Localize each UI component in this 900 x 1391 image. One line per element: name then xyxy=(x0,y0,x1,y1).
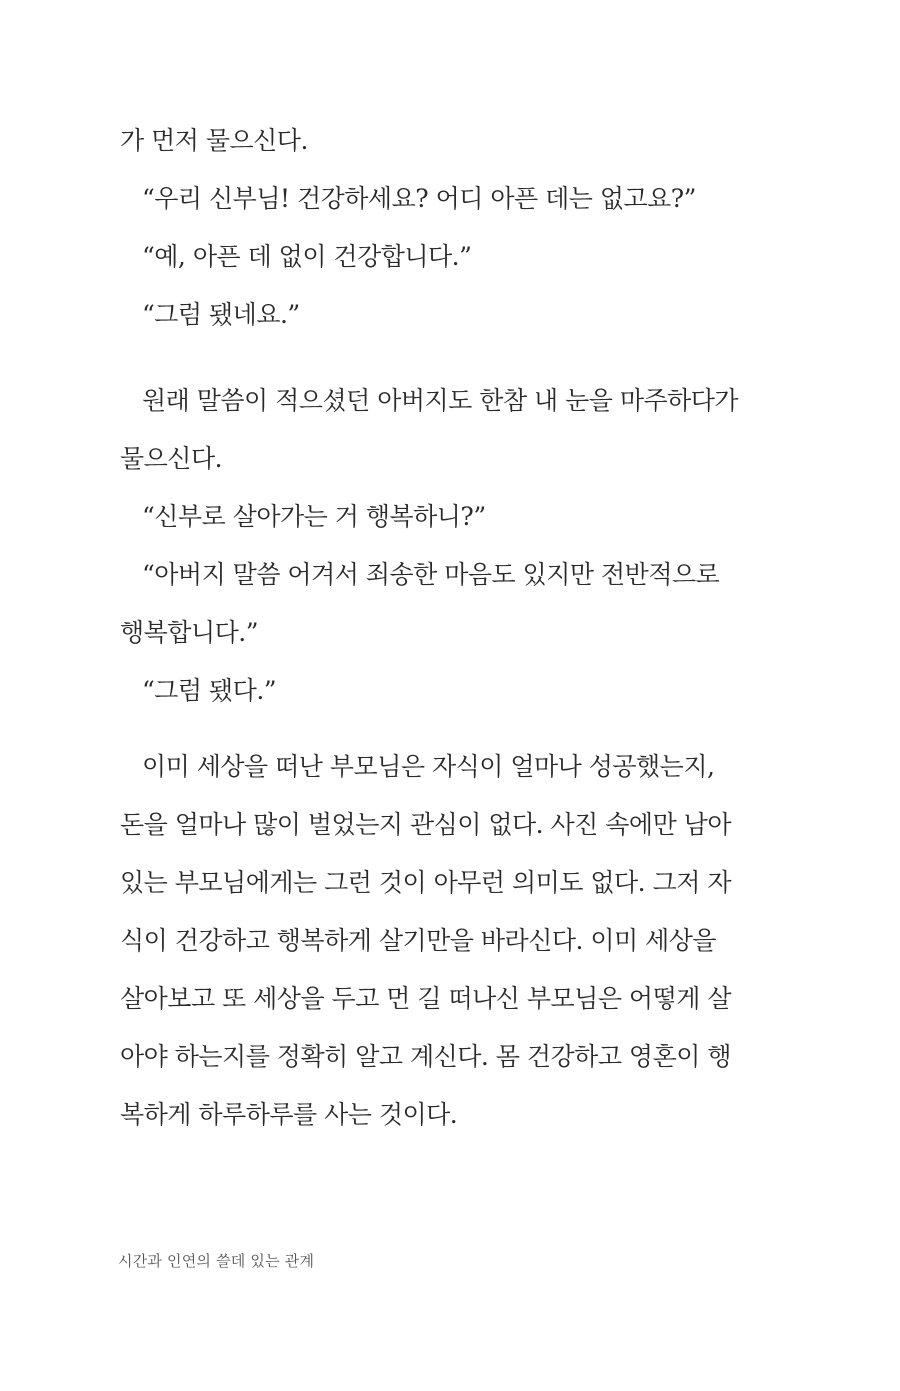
dialogue-block-father xyxy=(120,372,760,720)
dialogue-line: “신부로 살아가는 거 행복하니?” xyxy=(142,502,486,531)
paragraph-line: 살아보고 또 세상을 두고 먼 길 떠나신 부모님은 어떻게 살 xyxy=(120,984,731,1013)
dialogue-line: 행복합니다.” xyxy=(120,618,258,647)
paragraph-line: 복하게 하루하루를 사는 것이다. xyxy=(120,1100,458,1129)
dialogue-block-mother xyxy=(120,112,760,344)
paragraph-line: 아야 하는지를 정확히 알고 계신다. 몸 건강하고 영혼이 행 xyxy=(120,1042,731,1071)
text-line: 가 먼저 물으신다. xyxy=(120,126,308,155)
dialogue-line: “우리 신부님! 건강하세요? 어디 아픈 데는 없고요?” xyxy=(142,184,696,213)
dialogue-line: “그럼 됐다.” xyxy=(142,676,277,705)
dialogue-line: “그럼 됐네요.” xyxy=(142,300,300,329)
dialogue-line: “아버지 말씀 어겨서 죄송한 마음도 있지만 전반적으로 xyxy=(142,560,720,589)
paragraph-line: 있는 부모님에게는 그런 것이 아무런 의미도 없다. 그저 자 xyxy=(120,868,731,897)
text-line: 물으신다. xyxy=(120,444,223,473)
text-line: 원래 말씀이 적으셨던 아버지도 한참 내 눈을 마주하다가 xyxy=(142,386,739,415)
running-footer-book-title: 시간과 인연의 쓸데 있는 관계 xyxy=(118,1252,315,1270)
paragraph-line: 식이 건강하고 행복하게 살기만을 바라신다. 이미 세상을 xyxy=(120,926,717,955)
dialogue-line: “예, 아픈 데 없이 건강합니다.” xyxy=(142,242,472,271)
reflection-paragraph xyxy=(120,738,760,1144)
paragraph-line: 이미 세상을 떠난 부모님은 자식이 얼마나 성공했는지, xyxy=(142,752,715,781)
paragraph-line: 돈을 얼마나 많이 벌었는지 관심이 없다. 사진 속에만 남아 xyxy=(120,810,731,839)
